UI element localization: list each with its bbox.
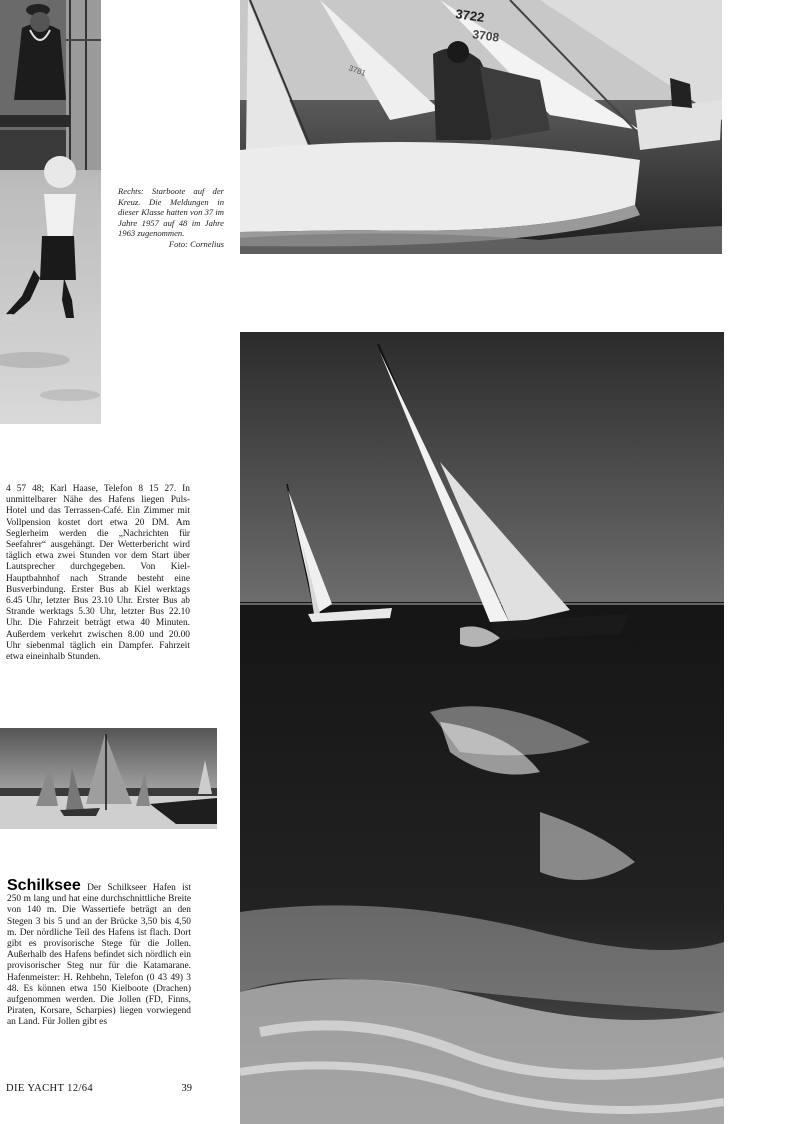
section-text-schilksee: Der Schilkseer Hafen ist 250 m lang und hat eine durchschnittliche Breite von 140 m. Die Wassertiefe beträgt an den Stegen 3 bis 5 und an der Brücke 3,50 bis 4,50 m. Der nördliche Teil des Hafens ist flach. Dort gibt es provisorische Stege für die Jollen. Außerhalb des Hafens befindet sich nördlich ein provisorischer Steg nur für die Katamarane. Hafenmeister: H. Rehbehn, Telefon (0 43 49) 3 48. Es können etwa 150 Kielboote (Drachen) aufgenommen werden. Die Jollen (FD, Finns, Piraten, Korsare, Scharpies) liegen vorwiegend an Land. Für Jollen gibt es [7,883,191,1028]
sail-number-3781: 3781 [347,63,368,78]
photo-yachts-heavy-sea [240,332,724,1124]
sail-number-3708: 3708 [471,27,500,45]
photo-child-on-beach [0,0,101,424]
body-text-upper: 4 57 48; Karl Haase, Telefon 8 15 27. In unmittelbarer Nähe des Hafens liegen Puls-Hotel und das Terrassen-Café. Ein Zimmer mit Vollpension kostet dort etwa 20 DM. Am Seglerheim werden die „Nachrichten für Seefahrer“ ausgehängt. Der Wetterbericht wird täglich etwa zwei Stunden vor dem Start über Lautsprecher durchgegeben. Von Kiel-Hauptbahnhof nach Strande besteht eine Busverbindung. Erster Bus ab Kiel werktags 6.45 Uhr, letzter Bus 23.10 Uhr. Erster Bus ab Strande werktags 5.30 Uhr, letzter Bus 22.10 Uhr. Die Fahrzeit beträgt etwa 40 Minuten. Außerdem verkehrt zwischen 8.00 und 20.00 Uhr siebenmal täglich ein Dampfer. Fahrzeit etwa eineinhalb Stunden. [6,484,190,663]
magazine-issue: DIE YACHT 12/64 [6,1083,94,1094]
sail-number-3722: 3722 [454,6,486,25]
photo-credit: Foto: Cornelius [168,238,224,249]
page-number: 39 [181,1083,192,1094]
photo-caption [118,186,224,250]
body-text-schilksee [7,879,191,1029]
caption-text: Rechts: Starboote auf der Kreuz. Die Meldungen in dieser Klasse hatten von 37 im Jahre 1957 auf 48 im Jahre 1963 zugenommen. [118,186,224,239]
photo-star-boats-upwind [240,0,722,254]
photo-sailing-fleet [0,728,217,829]
section-heading-schilksee: Schilksee [7,877,81,894]
